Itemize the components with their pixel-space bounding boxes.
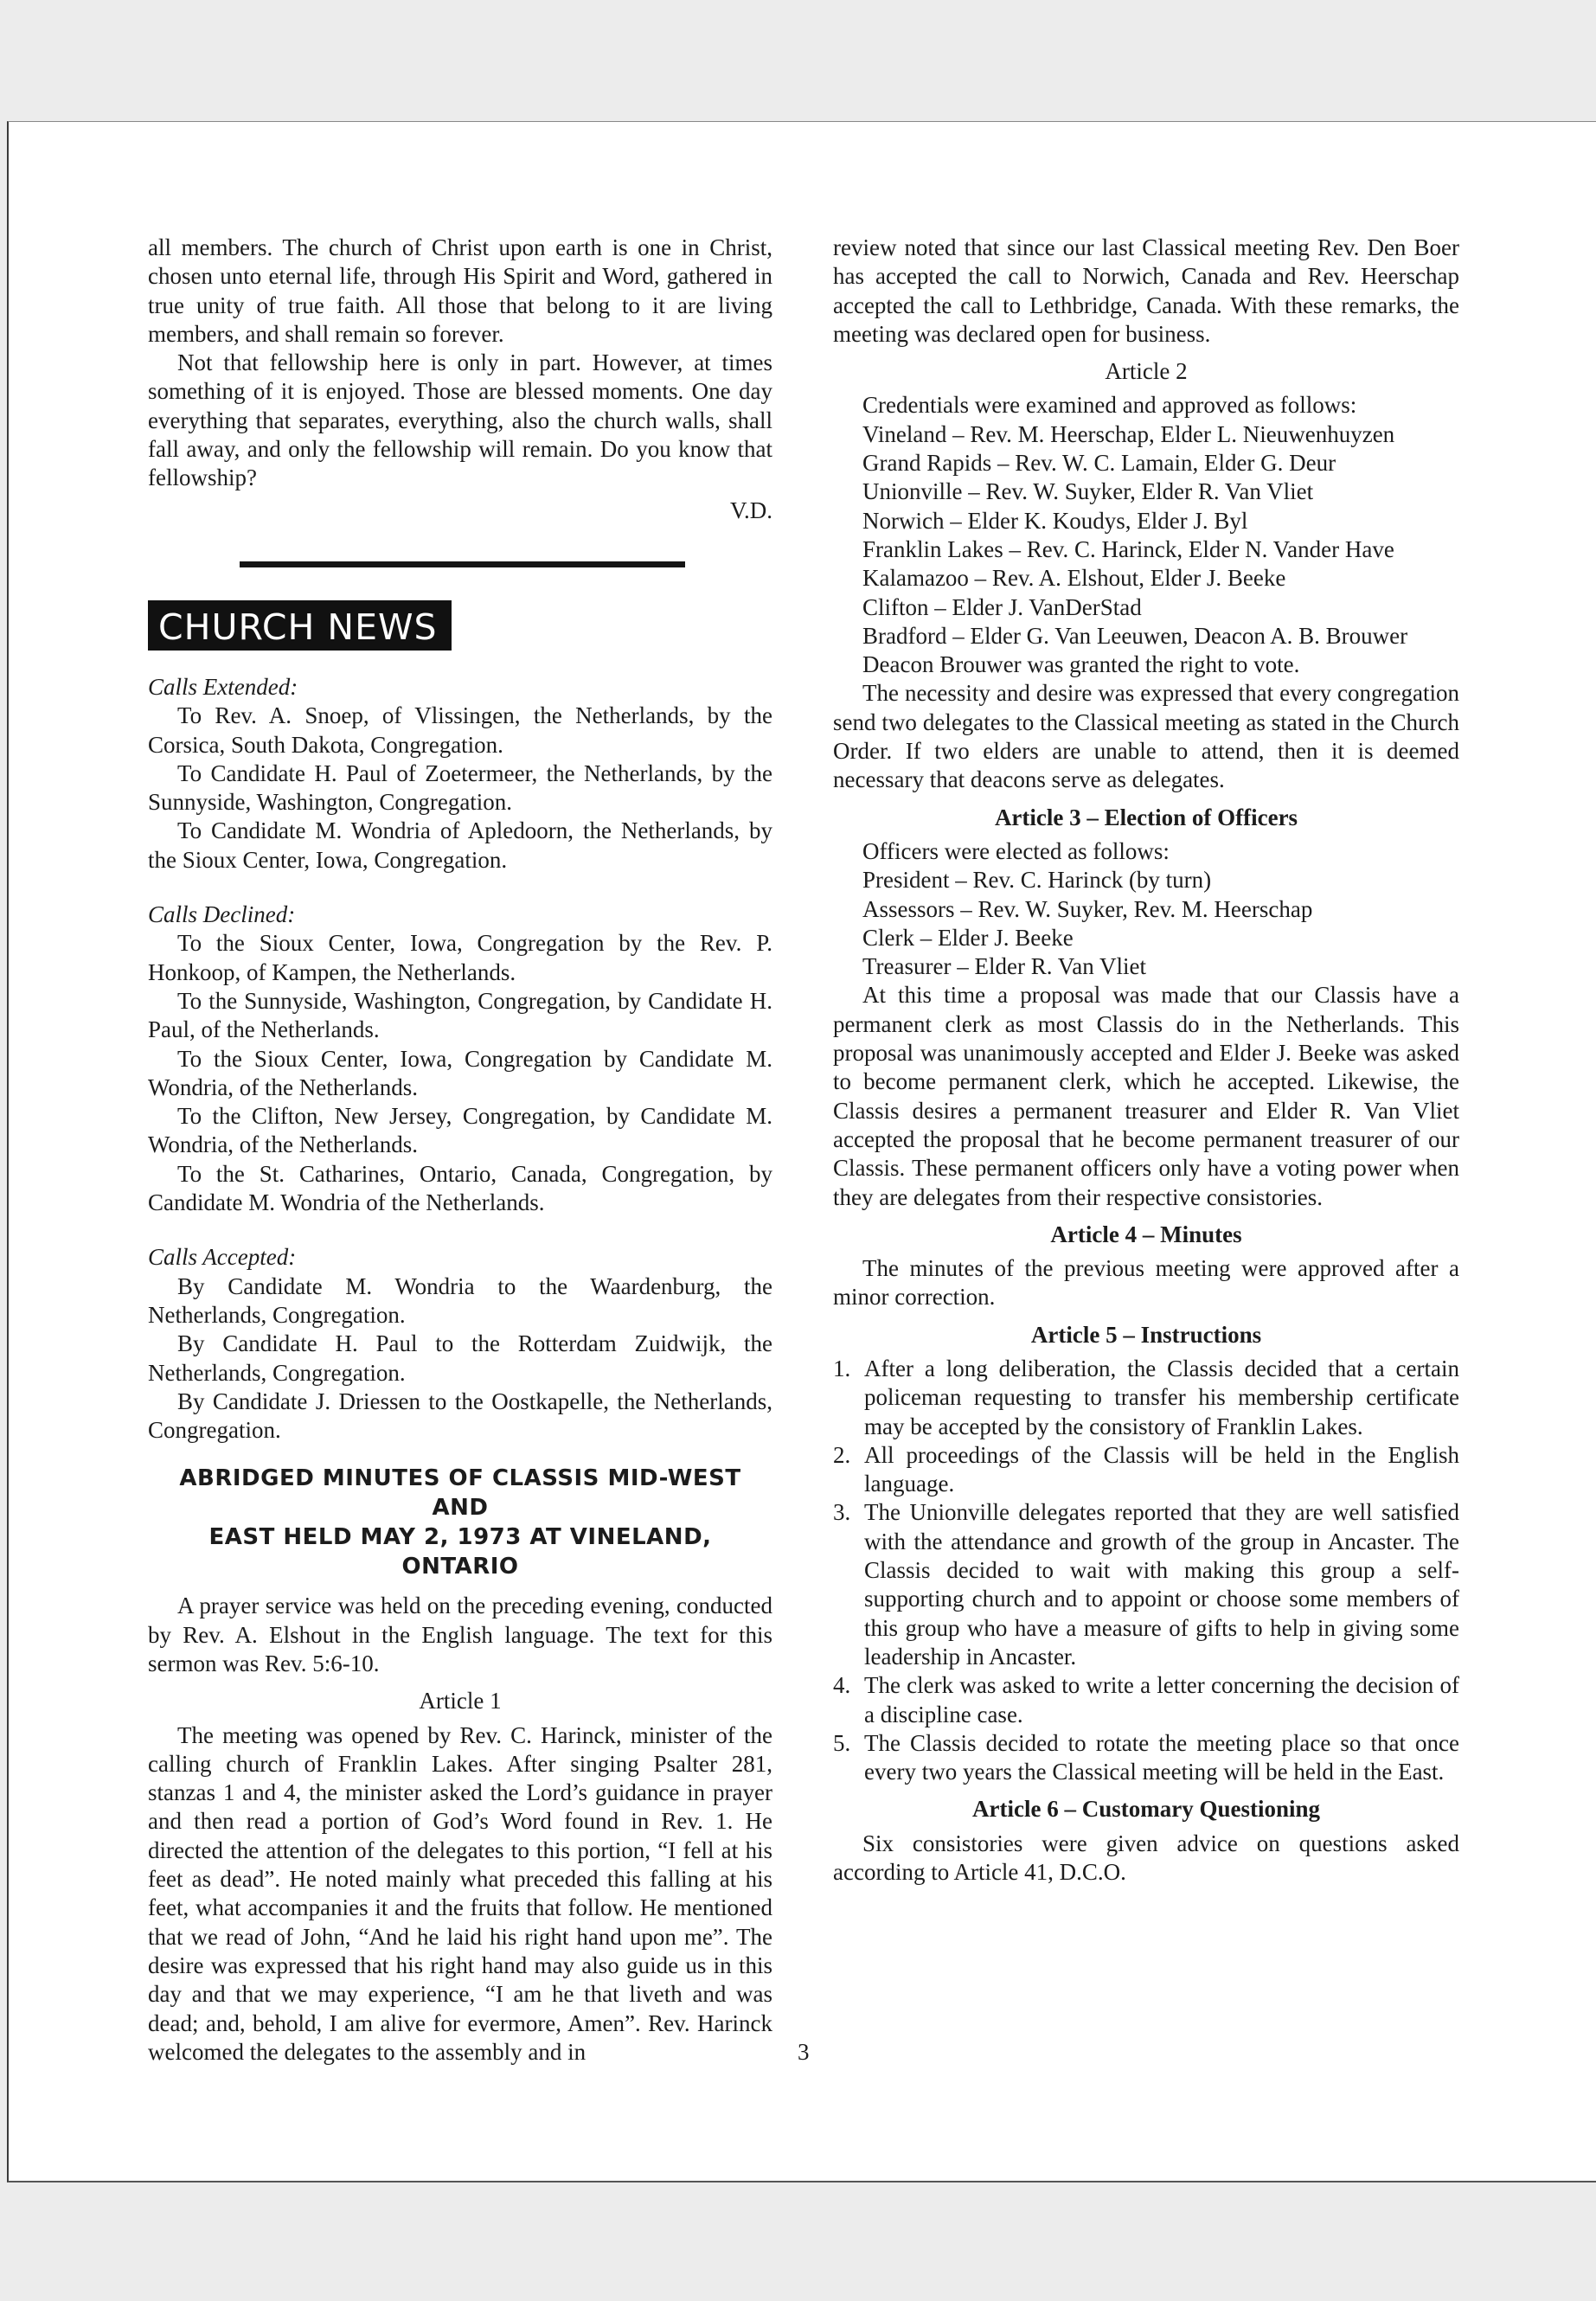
prayer-service-paragraph: A prayer service was held on the preceding evening, conducted by Rev. A. Elshout in the English language. The text for this sermon was Rev. 5:6-10. xyxy=(148,1593,772,1676)
article-1-paragraph: The meeting was opened by Rev. C. Harinck, minister of the calling church of Franklin Lakes. After singing Psalter 281, stanzas 1 and 4, the minister asked the Lord’s guidance in prayer and then read a portion of God’s Word found in Rev. 1. He directed the attention of the delegates to this portion, “I fell at his feet as dead”. He noted mainly what preceded this falling at his feet, what accompanies it and the fruits that follow. He mentioned that we read of John, “And he laid his right hand upon me”. The desire was expressed that his right hand may also guide us in this day and that we may experience, “I am he that liveth and was dead; and, behold, I am alive for evermore, Amen”. Rev. Harinck welcomed the delegates to the assembly and in xyxy=(148,1721,772,2065)
left-column xyxy=(148,234,772,2067)
officer-item: President – Rev. C. Harinck (by turn) xyxy=(862,867,1212,894)
proposal-paragraph: At this time a proposal was made that our Classis have a permanent clerk as most Classis do in the Netherlands. This proposal was unanimously accepted and Elder J. Beeke was asked to become permanent clerk, which he accepted. Likewise, the Classis desires a permanent treasurer and Elder R. Van Vliet accepted the proposal that he become permanent treasurer of our Classis. These permanent officers only have a voting power when they are delegates from their respective consistories. xyxy=(833,982,1459,1210)
article-6-heading xyxy=(833,1795,1459,1823)
officer-item: Clerk – Elder J. Beeke xyxy=(862,924,1074,951)
section-divider xyxy=(240,561,685,567)
officer-item: Assessors – Rev. W. Suyker, Rev. M. Heerschap xyxy=(862,895,1313,922)
instruction-number: 1. xyxy=(833,1355,851,1381)
credential-item: Unionville – Rev. W. Suyker, Elder R. Van Vliet xyxy=(862,478,1314,505)
article-4-heading-text: Article 4 – Minutes xyxy=(1050,1221,1242,1247)
call-accepted-item: By Candidate J. Driessen to the Oostkapelle, the Netherlands, Congregation. xyxy=(148,1388,772,1444)
instruction-text: The Classis decided to rotate the meeting place so that once every two years the Classical meeting will be held in the East. xyxy=(864,1729,1459,1785)
call-extended-item: To Candidate H. Paul of Zoetermeer, the Netherlands, by the Sunnyside, Washington, Congregation. xyxy=(148,760,772,816)
instruction-text: The clerk was asked to write a letter concerning the decision of a discipline case. xyxy=(864,1672,1459,1727)
credential-item: Bradford – Elder G. Van Leeuwen, Deacon A. B. Brouwer xyxy=(862,622,1408,649)
instruction-item xyxy=(833,1355,1459,1441)
call-accepted-item: By Candidate H. Paul to the Rotterdam Zuidwijk, the Netherlands, Congregation. xyxy=(148,1330,772,1386)
instruction-item xyxy=(833,1441,1459,1499)
article-6-heading-text: Article 6 – Customary Questioning xyxy=(972,1796,1320,1823)
instruction-text: The Unionville delegates reported that they are well satisfied with the attendance and growth of the group in Ancaster. The Classis decided to wait with making this group a self-supporting church and to appoint or choose some members of this group who have a measure of gifts to help in giving some leadership in Ancaster. xyxy=(864,1499,1459,1670)
minutes-headline-line-1: ABRIDGED MINUTES OF CLASSIS MID-WEST AND xyxy=(179,1465,741,1522)
instruction-number: 2. xyxy=(833,1441,851,1468)
call-extended-item: To Candidate M. Wondria of Apledoorn, the Netherlands, by the Sioux Center, Iowa, Congregation. xyxy=(148,817,772,873)
minutes-paragraph: The minutes of the previous meeting were approved after a minor correction. xyxy=(833,1255,1459,1311)
call-declined-item: To the Clifton, New Jersey, Congregation, by Candidate M. Wondria, of the Netherlands. xyxy=(148,1103,772,1158)
call-accepted-item: By Candidate M. Wondria to the Waardenburg, the Netherlands, Congregation. xyxy=(148,1272,772,1328)
minutes-headline-line-2: EAST HELD MAY 2, 1973 AT VINELAND, ONTARIO xyxy=(208,1524,712,1580)
continued-paragraph: review noted that since our last Classical meeting Rev. Den Boer has accepted the call to Norwich, Canada and Rev. Heerschap accepted the call to Lethbridge, Canada. With these remarks, the meeting was declared open for business. xyxy=(833,234,1459,347)
officer-item: Treasurer – Elder R. Van Vliet xyxy=(862,953,1146,980)
page-number: 3 xyxy=(798,2039,810,2065)
instructions-list xyxy=(833,1355,1459,1786)
article-3-heading-text: Article 3 – Election of Officers xyxy=(994,804,1298,830)
instruction-item xyxy=(833,1671,1459,1729)
credential-item: Franklin Lakes – Rev. C. Harinck, Elder N. Vander Have xyxy=(862,535,1394,562)
article-4-heading xyxy=(833,1221,1459,1249)
article-6-paragraph: Six consistories were given advice on questions asked according to Article 41, D.C.O. xyxy=(833,1830,1459,1886)
credential-item: Deacon Brouwer was granted the right to vote. xyxy=(862,651,1300,678)
calls-declined-label: Calls Declined: xyxy=(148,901,296,928)
signature: V.D. xyxy=(729,497,772,523)
credentials-intro: Credentials were examined and approved as follows: xyxy=(862,392,1357,419)
call-declined-item: To the Sioux Center, Iowa, Congregation by Candidate M. Wondria, of the Netherlands. xyxy=(148,1045,772,1100)
instruction-number: 5. xyxy=(833,1729,851,1756)
credential-item: Vineland – Rev. M. Heerschap, Elder L. Nieuwenhuyzen xyxy=(862,420,1395,447)
credential-item: Clifton – Elder J. VanDerStad xyxy=(862,593,1142,620)
credential-item: Norwich – Elder K. Koudys, Elder J. Byl xyxy=(862,507,1248,534)
call-extended-item: To Rev. A. Snoep, of Vlissingen, the Netherlands, by the Corsica, South Dakota, Congregation. xyxy=(148,702,772,758)
intro-paragraph-2: Not that fellowship here is only in part. However, at times something of it is enjoyed. Those are blessed moments. One day everything that separates, everything, also the church walls, shall fall away, and only the fellowship will remain. Do you know that fellowship? xyxy=(148,349,772,491)
church-news-banner: CHURCH NEWS xyxy=(148,600,452,651)
article-3-heading xyxy=(833,804,1459,832)
article-2-heading: Article 2 xyxy=(1105,358,1188,385)
credential-item: Kalamazoo – Rev. A. Elshout, Elder J. Beeke xyxy=(862,565,1286,592)
article-5-heading-text: Article 5 – Instructions xyxy=(1030,1321,1262,1348)
calls-accepted-label: Calls Accepted: xyxy=(148,1244,297,1271)
instruction-item xyxy=(833,1729,1459,1787)
instruction-number: 3. xyxy=(833,1499,851,1526)
necessity-paragraph: The necessity and desire was expressed that every congregation send two delegates to the Classical meeting as stated in the Church Order. If two elders are unable to attend, then it is deemed necessary that deacons serve as delegates. xyxy=(833,680,1459,793)
article-5-heading xyxy=(833,1321,1459,1349)
officers-intro: Officers were elected as follows: xyxy=(862,837,1170,864)
call-declined-item: To the Sioux Center, Iowa, Congregation by the Rev. P. Honkoop, of Kampen, the Netherlands. xyxy=(148,930,772,985)
call-declined-item: To the Sunnyside, Washington, Congregation, by Candidate H. Paul, of the Netherlands. xyxy=(148,987,772,1043)
intro-paragraph-1: all members. The church of Christ upon earth is one in Christ, chosen unto eternal life, through His Spirit and Word, gathered in true unity of true faith. All those that belong to it are living members, and shall remain so forever. xyxy=(148,234,772,347)
article-1-heading: Article 1 xyxy=(419,1688,502,1715)
instruction-item xyxy=(833,1498,1459,1671)
credential-item: Grand Rapids – Rev. W. C. Lamain, Elder G. Deur xyxy=(862,450,1336,477)
instruction-text: After a long deliberation, the Classis decided that a certain policeman requesting to transfer his membership certificate may be accepted by the consistory of Franklin Lakes. xyxy=(864,1355,1459,1439)
instruction-text: All proceedings of the Classis will be held in the English language. xyxy=(864,1441,1459,1497)
call-declined-item: To the St. Catharines, Ontario, Canada, Congregation, by Candidate M. Wondria of the Netherlands. xyxy=(148,1160,772,1216)
calls-extended-label: Calls Extended: xyxy=(148,673,298,700)
instruction-number: 4. xyxy=(833,1672,851,1699)
right-column xyxy=(833,234,1459,1887)
minutes-headline xyxy=(148,1464,772,1581)
